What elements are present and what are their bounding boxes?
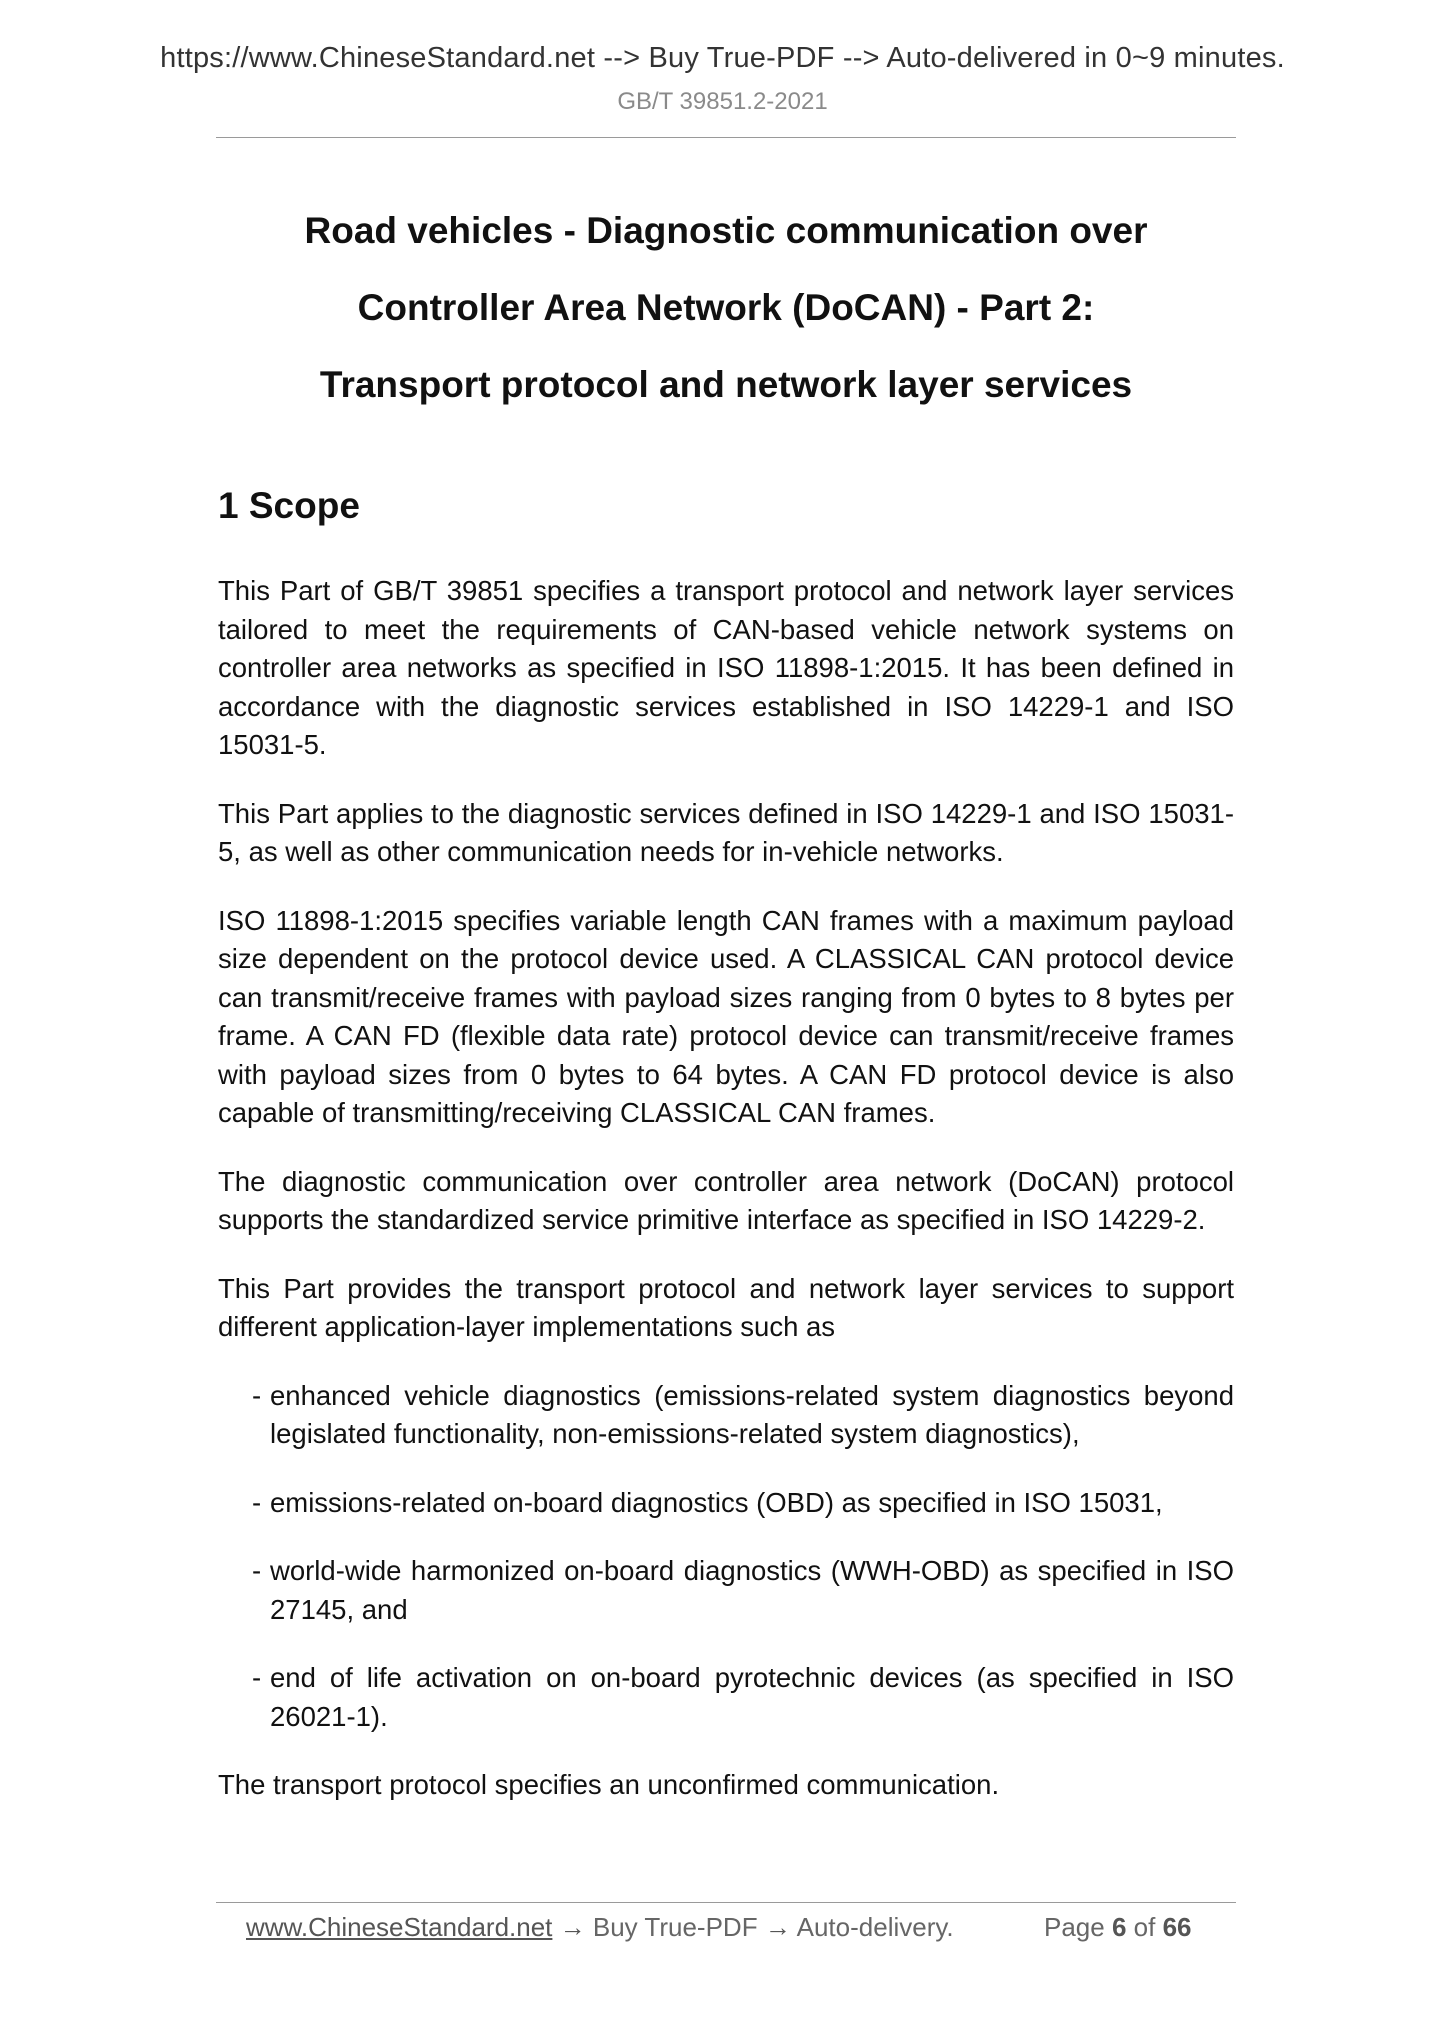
footer-buy-text: Buy True-PDF xyxy=(592,1912,758,1942)
page-total: 66 xyxy=(1162,1912,1192,1942)
list-item xyxy=(218,1659,1234,1736)
page-footer xyxy=(246,1912,1236,1943)
list-dash: - xyxy=(252,1486,262,1518)
page-of: of xyxy=(1133,1912,1156,1942)
list-item-text: world-wide harmonized on-board diagnostics (WWH-OBD) as specified in ISO 27145, and xyxy=(270,1555,1234,1625)
paragraph: ISO 11898-1:2015 specifies variable length CAN frames with a maximum payload size dependent on the protocol device used. A CLASSICAL CAN protocol device can transmit/receive frames with payload sizes ranging from 0 bytes to 8 bytes per frame. A CAN FD (flexible data rate) protocol device can transmit/receive frames with payload sizes from 0 bytes to 64 bytes. A CAN FD protocol device is also capable of transmitting/receiving CLASSICAL CAN frames. xyxy=(218,904,1234,1128)
paragraph: The diagnostic communication over controller area network (DoCAN) protocol supports the standardized service primitive interface as specified in ISO 14229-2. xyxy=(218,1165,1234,1235)
title-line-3: Transport protocol and network layer services xyxy=(319,364,1133,405)
footer-auto-text: Auto-delivery. xyxy=(796,1912,954,1942)
list-item-text: enhanced vehicle diagnostics (emissions-related system diagnostics beyond legislated functionality, non-emissions-related system diagnostics), xyxy=(270,1379,1234,1449)
list-item-text: emissions-related on-board diagnostics (OBD) as specified in ISO 15031, xyxy=(270,1486,1163,1518)
page-number xyxy=(1044,1912,1192,1943)
section-body xyxy=(218,572,1234,1805)
header-divider xyxy=(216,137,1236,138)
arrow-right-icon: → xyxy=(764,1912,791,1942)
document-code: GB/T 39851.2-2021 xyxy=(617,88,828,115)
footer-divider xyxy=(216,1902,1236,1903)
list-dash: - xyxy=(252,1662,262,1693)
closing-paragraph: The transport protocol specifies an unconfirmed communication. xyxy=(218,1769,1000,1800)
list-item xyxy=(218,1552,1234,1629)
list-item-text: end of life activation on on-board pyrotechnic devices (as specified in ISO 26021-1). xyxy=(270,1662,1234,1732)
page-label: Page xyxy=(1044,1912,1105,1942)
source-banner: https://www.ChineseStandard.net --> Buy True-PDF --> Auto-delivered in 0~9 minutes. xyxy=(160,42,1285,74)
title-line-2: Controller Area Network (DoCAN) - Part 2: xyxy=(357,287,1095,328)
section-heading: 1 Scope xyxy=(218,485,360,526)
document-title xyxy=(216,192,1236,423)
footer-link[interactable]: www.ChineseStandard.net xyxy=(246,1912,553,1942)
title-line-1: Road vehicles - Diagnostic communication over xyxy=(304,210,1148,251)
paragraph: This Part of GB/T 39851 specifies a transport protocol and network layer services tailored to meet the requirements of CAN-based vehicle network systems on controller area networks as specified in ISO 11898-1:2015. It has been defined in accordance with the diagnostic services established in ISO 14229-1 and ISO 15031-5. xyxy=(218,575,1234,760)
list-item xyxy=(218,1377,1234,1454)
arrow-right-icon: → xyxy=(559,1912,586,1942)
list-dash: - xyxy=(252,1379,262,1411)
page-current: 6 xyxy=(1111,1912,1127,1942)
list-item xyxy=(218,1484,1234,1523)
paragraph: This Part provides the transport protocol and network layer services to support different application-layer implementations such as xyxy=(218,1272,1234,1342)
paragraph: This Part applies to the diagnostic services defined in ISO 14229-1 and ISO 15031-5, as well as other communication needs for in-vehicle networks. xyxy=(218,797,1234,867)
list-dash: - xyxy=(252,1555,262,1586)
